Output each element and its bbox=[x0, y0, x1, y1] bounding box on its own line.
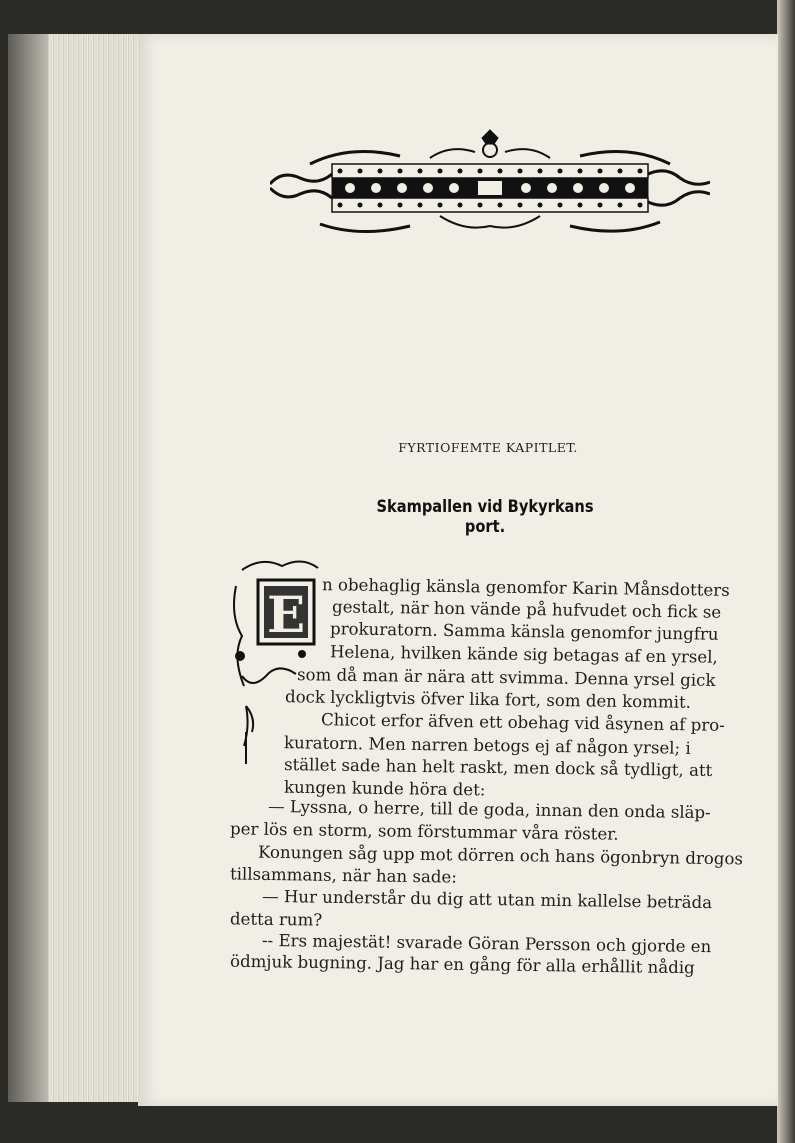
text-line: gestalt, när hon vände på hufvudet och fick se bbox=[331, 597, 722, 622]
next-page-edge bbox=[777, 0, 795, 1143]
text-line: dock lyckligtvis öfver lika fort, som den kommit. bbox=[284, 687, 692, 712]
text-line: stället sade han helt raskt, men dock så tydligt, att bbox=[283, 755, 713, 780]
book-spine-shadow bbox=[8, 34, 48, 1102]
header-ornament-icon bbox=[270, 128, 710, 240]
text-line: -- Ers majestät! svarade Göran Persson och gjorde en bbox=[261, 930, 712, 957]
text-line: ödmjuk bugning. Jag har en gång för alla erhållit nådig bbox=[229, 951, 695, 978]
text-line: som då man är nära att svimma. Denna yrsel gick bbox=[296, 665, 716, 690]
text-line: kungen kunde höra det: bbox=[283, 777, 486, 800]
chapter-title: Skampallen vid Bykyrkans port. bbox=[376, 497, 594, 537]
text-line: — Hur understår du dig att utan min kallelse beträda bbox=[261, 886, 713, 913]
chapter-number: FYRTIOFEMTE KAPITLET. bbox=[398, 440, 578, 455]
text-line: Chicot erfor äfven ett obehag vid åsynen af pro- bbox=[320, 710, 725, 735]
text-line: tillsammans, när han sade: bbox=[229, 864, 458, 887]
text-line: Konungen såg upp mot dörren och hans ögonbryn drogos bbox=[257, 842, 744, 869]
text-line: prokuratorn. Samma känsla genomfor jungfru bbox=[329, 619, 719, 644]
text-line: Helena, hvilken kände sig betagas af en yrsel, bbox=[329, 642, 718, 667]
text-line: kuratorn. Men narren betogs ej af någon yrsel; i bbox=[283, 733, 691, 758]
text-line: — Lyssna, o herre, till de goda, innan den onda släp- bbox=[267, 796, 711, 823]
text-line: detta rum? bbox=[229, 909, 323, 930]
text-line: n obehaglig känsla genomfor Karin Månsdotters bbox=[321, 575, 730, 600]
dropcap-letter: E bbox=[266, 585, 306, 644]
text-line: per lös en storm, som förstummar våra röster. bbox=[229, 819, 619, 844]
